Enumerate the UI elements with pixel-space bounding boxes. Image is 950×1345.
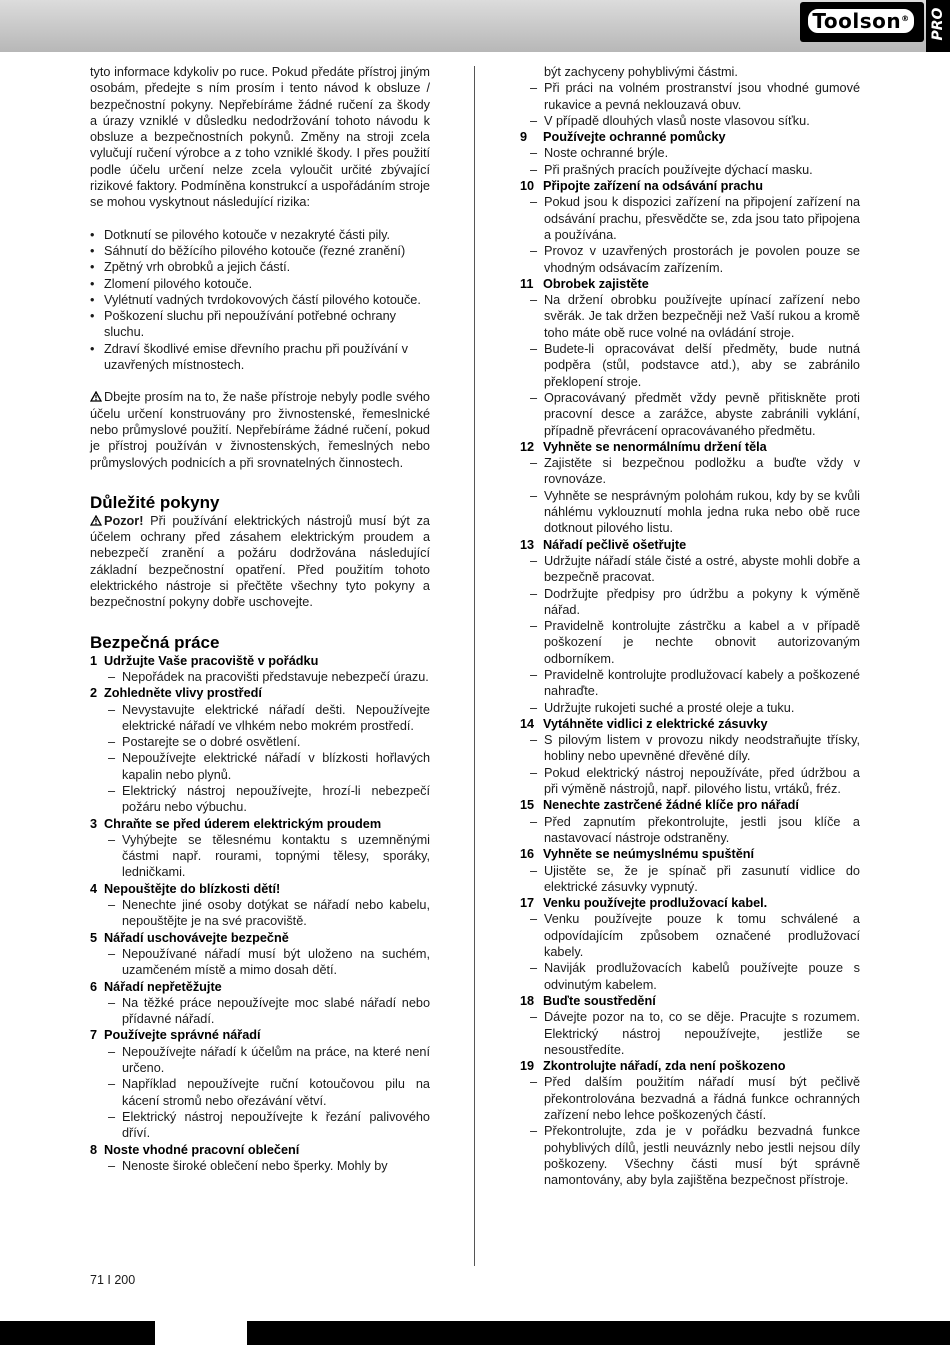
- section-item-text: Na držení obrobku používejte upínací zařízení nebo svěrák. Je tak držen bezpečněji než Vaší rukou a kromě toho máte obě ruce volné na ovládání stroje.: [544, 293, 860, 340]
- section-title: Používejte správné nářadí: [104, 1028, 261, 1043]
- risk-list: [90, 227, 430, 374]
- section-heading: [90, 979, 430, 995]
- section-item: [520, 863, 860, 896]
- section-title: Nářadí nepřetěžujte: [104, 979, 222, 994]
- dash-marker: –: [108, 669, 116, 684]
- dash-marker: –: [108, 1109, 116, 1124]
- continued-item: [520, 80, 860, 113]
- section-item-text: Pokud elektrický nástroj nepoužíváte, před údržbou a při výměně nástrojů, např. pilového listu, vrtáků, fréz.: [544, 765, 860, 797]
- section-item: [90, 832, 430, 881]
- dash-marker: –: [108, 783, 116, 798]
- section-item: [520, 194, 860, 243]
- dash-marker: –: [530, 1124, 538, 1139]
- section-number: 10: [520, 179, 535, 194]
- section-heading: [90, 1142, 430, 1158]
- section-item-text: Nepoužívejte nářadí k účelům na práce, na které není určeno.: [122, 1044, 430, 1076]
- section-heading: [520, 716, 860, 732]
- section-item-text: Opracovávaný předmět vždy pevně přitiskněte proti pracovní desce a zarážce, abyste zabránili vyklání, případně převrácení opracovávaného předmětu.: [544, 390, 860, 438]
- section-item-text: Nepořádek na pracovišti představuje nebezpečí úrazu.: [122, 669, 429, 684]
- section-item: [520, 765, 860, 798]
- page-header: [0, 0, 950, 52]
- dash-marker: –: [530, 113, 538, 128]
- registered-mark: ®: [901, 14, 910, 23]
- section-item-text: Noste ochranné brýle.: [544, 146, 669, 161]
- dash-marker: –: [108, 1044, 116, 1059]
- bottom-bar-gap: [155, 1321, 247, 1345]
- risk-text: Poškození sluchu při nepoužívání potřebné ochrany sluchu.: [104, 309, 396, 340]
- section-title: Používejte ochranné pomůcky: [543, 130, 726, 145]
- section-heading: [520, 178, 860, 194]
- section-item: [90, 750, 430, 783]
- section-number: 14: [520, 716, 535, 731]
- risk-text: Zdraví škodlivé emise dřevního prachu při používání v uzavřených místnostech.: [104, 341, 408, 373]
- section-item-text: Elektrický nástroj nepoužívejte, hrozí-li nebezpečí požáru nebo výbuchu.: [122, 783, 430, 815]
- section-item: [520, 911, 860, 960]
- spacer: [90, 611, 430, 631]
- important-text: Při používání elektrických nástrojů musí být za účelem ochrany před zásahem elektrickým proudem a nebezpečí zranění a požáru dodržována následující základní bezpečnostní opatření. Před použitím tohoto elektrického nástroje si přečtěte všechny tyto pokyny a bezpečnostní pokyny dobře uschovejte.: [90, 513, 430, 610]
- dash-marker: –: [530, 390, 538, 405]
- right-sections: [520, 129, 860, 1188]
- brand-name: Toolson: [812, 9, 902, 33]
- section-item-text: Vyhněte se nesprávným polohám rukou, kdy by se kvůli náhlému vyklouznutí mohla jedna ruka nebo obě ruce dotknout pilového listu.: [544, 488, 860, 536]
- dash-marker: –: [530, 456, 538, 471]
- section-heading: [520, 846, 860, 862]
- dash-marker: –: [108, 735, 116, 750]
- risk-item: [90, 259, 430, 275]
- section-title: Buďte soustředění: [543, 993, 656, 1008]
- section-item: [520, 814, 860, 847]
- bullet-marker: •: [90, 341, 95, 356]
- section-item: [520, 145, 860, 161]
- section-title: Noste vhodné pracovní oblečení: [104, 1142, 300, 1157]
- important-paragraph: [90, 513, 430, 611]
- dash-marker: –: [108, 995, 116, 1010]
- dash-marker: –: [530, 146, 538, 161]
- dash-marker: –: [530, 342, 538, 357]
- section-item: [90, 783, 430, 816]
- dash-marker: –: [108, 1077, 116, 1092]
- section-item: [520, 488, 860, 537]
- section-item: [520, 618, 860, 667]
- section-title: Nepouštějte do blízkosti dětí!: [104, 881, 281, 896]
- risk-text: Sáhnutí do běžícího pilového kotouče (řezné zranění): [104, 243, 406, 258]
- dash-marker: –: [108, 751, 116, 766]
- section-heading: [520, 797, 860, 813]
- spacer: [90, 471, 430, 491]
- dash-marker: –: [108, 832, 116, 847]
- section-heading: [520, 439, 860, 455]
- section-number: 5: [90, 930, 98, 945]
- pro-tab: [926, 0, 950, 52]
- section-number: 3: [90, 816, 98, 831]
- section-item-text: Naviják prodlužovacích kabelů používejte pouze s odvinutým kabelem.: [544, 961, 860, 992]
- important-heading: Důležité pokyny: [90, 492, 220, 512]
- section-item: [90, 669, 430, 685]
- section-item: [520, 390, 860, 439]
- section-item-text: Nepoužívané nářadí musí být uloženo na suchém, uzamčeném místě a mimo dosah dětí.: [122, 946, 430, 978]
- section-item: [90, 734, 430, 750]
- dash-marker: –: [530, 619, 538, 634]
- dash-marker: –: [530, 293, 538, 308]
- section-title: Vyhněte se neúmyslnému spuštění: [543, 847, 755, 862]
- section-number: 1: [90, 653, 98, 668]
- section-item: [520, 960, 860, 993]
- section-item-text: Vyhýbejte se tělesnému kontaktu s uzemněnými částmi např. rourami, topnými tělesy, sporáky, ledničkami.: [122, 832, 430, 880]
- section-number: 9: [520, 130, 528, 145]
- section-item-text: Dodržujte předpisy pro údržbu a pokyny k výměně nářad.: [544, 586, 860, 617]
- section-item: [520, 667, 860, 700]
- dash-marker: –: [530, 1075, 538, 1090]
- section-item-text: Elektrický nástroj nepoužívejte k řezání palivového dříví.: [122, 1109, 430, 1141]
- dash-marker: –: [530, 81, 538, 96]
- bullet-marker: •: [90, 309, 95, 324]
- section-item: [90, 1158, 430, 1174]
- dash-marker: –: [530, 733, 538, 748]
- section-heading: [90, 685, 430, 701]
- dash-marker: –: [530, 244, 538, 259]
- spacer: [90, 373, 430, 389]
- bullet-marker: •: [90, 227, 95, 242]
- continued-item-text: V případě dlouhých vlasů noste vlasovou síťku.: [544, 113, 810, 128]
- section-heading: [90, 816, 430, 832]
- left-sections: [90, 653, 430, 1175]
- section-heading: [90, 881, 430, 897]
- section-item: [520, 243, 860, 276]
- section-item-text: Udržujte rukojeti suché a prosté oleje a tuku.: [544, 700, 795, 715]
- section-number: 4: [90, 881, 98, 896]
- dash-marker: –: [530, 814, 538, 829]
- risk-item: [90, 308, 430, 341]
- section-heading: [520, 1058, 860, 1074]
- section-item: [520, 586, 860, 619]
- dash-marker: –: [530, 162, 538, 177]
- dash-marker: –: [108, 898, 116, 913]
- section-number: 8: [90, 1142, 98, 1157]
- section-title: Vyhněte se nenormálnímu držení těla: [543, 439, 767, 454]
- section-number: 13: [520, 537, 535, 552]
- section-item: [520, 1074, 860, 1123]
- section-item: [520, 732, 860, 765]
- bullet-marker: •: [90, 260, 95, 275]
- dash-marker: –: [530, 765, 538, 780]
- section-item-text: Udržujte nářadí stále čisté a ostré, abyste mohli dobře a bezpečně pracovat.: [544, 553, 860, 585]
- section-item-text: Nenoste široké oblečení nebo šperky. Mohly by: [122, 1158, 388, 1173]
- column-divider: [474, 66, 475, 1266]
- dash-marker: –: [530, 1010, 538, 1025]
- section-item-text: S pilovým listem v provozu nikdy neodstraňujte třísky, hobliny nebo upevněné dřevěné díly.: [544, 733, 860, 764]
- left-column: [90, 64, 430, 1174]
- section-item-text: Například nepoužívejte ruční kotoučovou pilu na kácení stromů nebo ořezávání větví.: [122, 1077, 430, 1108]
- section-title: Zohledněte vlivy prostředí: [104, 686, 262, 701]
- section-title: Vytáhněte vidlici z elektrické zásuvky: [543, 716, 768, 731]
- section-heading: [90, 1027, 430, 1043]
- section-title: Venku používejte prodlužovací kabel.: [543, 896, 768, 911]
- section-item-text: Nevystavujte elektrické nářadí dešti. Nepoužívejte elektrické nářadí ve vlhkém nebo mokrém prostředí.: [122, 702, 430, 733]
- section-heading: [520, 276, 860, 292]
- section-number: 19: [520, 1059, 535, 1074]
- risk-text: Zpětný vrh obrobků a jejich částí.: [104, 260, 291, 275]
- bullet-marker: •: [90, 243, 95, 258]
- section-title: Udržujte Vaše pracoviště v pořádku: [104, 653, 319, 668]
- dash-marker: –: [530, 912, 538, 927]
- spacer: [90, 211, 430, 227]
- section-title: Obrobek zajistěte: [543, 276, 649, 291]
- risk-item: [90, 243, 430, 259]
- section-item-text: Ujistěte se, že je spínač při zasunutí vidlice do elektrické zásuvky vypnutý.: [544, 863, 860, 894]
- section-number: 16: [520, 847, 535, 862]
- risk-item: [90, 276, 430, 292]
- risk-text: Vylétnutí vadných tvrdokovových částí pilového kotouče.: [104, 292, 421, 307]
- section-number: 17: [520, 896, 535, 911]
- section-item: [90, 1044, 430, 1077]
- section-item: [520, 341, 860, 390]
- section-heading: [520, 129, 860, 145]
- section-number: 11: [520, 276, 534, 291]
- dash-marker: –: [530, 488, 538, 503]
- right-column: [520, 64, 860, 1188]
- section-item: [90, 946, 430, 979]
- section-title: Zkontrolujte nářadí, zda není poškozeno: [543, 1059, 786, 1074]
- section-item-text: Venku používejte pouze k tomu schválené a odpovídajícím způsobem označené prodlužovací kabely.: [544, 912, 860, 960]
- risk-text: Dotknutí se pilového kotouče v nezakryté části pily.: [104, 227, 391, 242]
- section-number: 7: [90, 1028, 98, 1043]
- section-title: Nářadí pečlivě ošetřujte: [543, 537, 687, 552]
- section-item: [520, 1123, 860, 1188]
- section-item-text: Před zapnutím překontrolujte, jestli jsou klíče a nastavovací nástroje odstraněny.: [544, 814, 860, 845]
- section-item: [90, 897, 430, 930]
- important-label: Pozor!: [104, 513, 144, 528]
- section-item-text: Pravidelně kontrolujte prodlužovací kabely a poškozené nahraďte.: [544, 667, 860, 699]
- section-item-text: Dávejte pozor na to, co se děje. Pracujte s rozumem. Elektrický nástroj nepoužívejte, jestliže se nesoustředíte.: [544, 1010, 860, 1057]
- dash-marker: –: [530, 586, 538, 601]
- section-number: 18: [520, 993, 535, 1008]
- dash-marker: –: [108, 946, 116, 961]
- section-item-text: Při prašných pracích používejte dýchací masku.: [544, 162, 813, 177]
- section-title: Připojte zařízení na odsávání prachu: [543, 179, 763, 194]
- section-heading: [520, 895, 860, 911]
- section-item: [520, 292, 860, 341]
- section-item-text: Pravidelně kontrolujte zástrčku a kabel a v případě poškození je nechte obnovit autorizovaným odborníkem.: [544, 619, 860, 666]
- warning-paragraph: [90, 389, 430, 470]
- intro-paragraph: tyto informace kdykoliv po ruce. Pokud předáte přístroj jiným osobám, předejte s ním prosím i tento návod k obsluze / bezpečnostní pokyny. Nepřebíráme žádné ručení za škody a úrazy vzniklé v důsledku nedodržování tohoto návodu k obsluze a bezpečnostních pokynů. Změny na stroji zcela vylučují ručení výrobce a z toho vzniklé škody. I přes použití podle účelu určení nelze zcela vyloučit určité zbývající rizikové faktory. Podmíněna konstrukcí a uspořádáním stroje se mohou vyskytnout následující rizika:: [90, 65, 430, 210]
- section-number: 2: [90, 686, 98, 701]
- section-item: [90, 995, 430, 1028]
- section-item-text: Zajistěte si bezpečnou podložku a buďte vždy v rovnováze.: [544, 456, 860, 487]
- dash-marker: –: [108, 702, 116, 717]
- brand-logo-inner: [806, 7, 916, 35]
- section-item-text: Nepoužívejte elektrické nářadí v blízkosti hořlavých kapalin nebo plynů.: [122, 751, 430, 782]
- section-heading: [90, 930, 430, 946]
- page-number: 71 I 200: [90, 1273, 136, 1287]
- section-number: 12: [520, 439, 535, 454]
- section-heading: [520, 993, 860, 1009]
- risk-item: [90, 227, 430, 243]
- continued-item: [520, 113, 860, 129]
- section-item: [520, 700, 860, 716]
- section-title: Nářadí uschovávejte bezpečně: [104, 930, 289, 945]
- warning-triangle-icon: [90, 391, 102, 402]
- section-item: [520, 162, 860, 178]
- section-item-text: Před dalším použitím nářadí musí být pečlivě překontrolována bezvadná a řádná funkce ochranných zařízení nebo lehce poškozených částí.: [544, 1075, 860, 1122]
- section-item-text: Provoz v uzavřených prostorách je povolen pouze se vhodným odsávacím zařízením.: [544, 244, 860, 275]
- continued-line: být zachyceny pohyblivými částmi.: [544, 65, 738, 79]
- continued-item-text: Při práci na volném prostranství jsou vhodné gumové rukavice a pevná neklouzavá obuv.: [544, 81, 860, 112]
- risk-item: [90, 341, 430, 374]
- section-item: [90, 702, 430, 735]
- brand-logo: [800, 2, 924, 42]
- section-item-text: Překontrolujte, zda je v pořádku bezvadná funkce pohyblivých dílů, jestli neuváznly nebo jestli nejsou díly poškozeny. Všechny části musí být správně namontovány, aby byla zajištěna bezpečnost přístroje.: [544, 1124, 860, 1188]
- dash-marker: –: [530, 667, 538, 682]
- section-item: [520, 455, 860, 488]
- section-title: Chraňte se před úderem elektrickým proudem: [104, 816, 382, 831]
- section-item: [520, 553, 860, 586]
- section-item-text: Postarejte se o dobré osvětlení.: [122, 735, 301, 750]
- pro-label: PRO: [930, 7, 946, 41]
- section-title: Nenechte zastrčené žádné klíče pro nářadí: [543, 798, 799, 813]
- bottom-bar: [0, 1321, 950, 1345]
- section-number: 6: [90, 979, 98, 994]
- section-item: [90, 1109, 430, 1142]
- continued-item: [520, 64, 860, 80]
- risk-text: Zlomení pilového kotouče.: [104, 276, 253, 291]
- warning-triangle-icon: [90, 515, 102, 526]
- section-number: 15: [520, 798, 535, 813]
- warning-text: Dbejte prosím na to, že naše přístroje nebyly podle svého účelu určení konstruovány pro živnostenské, řemeslnické nebo průmyslové použití. Nepřebíráme žádné ručení, pokud je přístroj používán v živnostenských, řemeslných nebo průmyslových podnicích a při srovnatelných činnostech.: [90, 390, 430, 470]
- bullet-marker: •: [90, 292, 95, 307]
- section-heading: [90, 653, 430, 669]
- dash-marker: –: [530, 700, 538, 715]
- section-item: [520, 1009, 860, 1058]
- section-item: [90, 1076, 430, 1109]
- dash-marker: –: [530, 553, 538, 568]
- safe-work-heading: Bezpečná práce: [90, 632, 220, 652]
- dash-marker: –: [530, 863, 538, 878]
- section-item-text: Budete-li opracovávat delší předměty, bude nutná podpěra (stůl, podstavce atd.), aby se zabránilo překlopení stroje.: [544, 342, 860, 389]
- bullet-marker: •: [90, 276, 95, 291]
- dash-marker: –: [530, 195, 538, 210]
- continued-items: [520, 80, 860, 129]
- risk-item: [90, 292, 430, 308]
- dash-marker: –: [530, 961, 538, 976]
- section-item-text: Na těžké práce nepoužívejte moc slabé nářadí nebo přídavné nářadí.: [122, 995, 430, 1027]
- dash-marker: –: [108, 1158, 116, 1173]
- section-item-text: Pokud jsou k dispozici zařízení na připojení zařízení na odsávání prachu, přesvědčte se, zda jsou tato připojena a používána.: [544, 195, 860, 242]
- section-item-text: Nenechte jiné osoby dotýkat se nářadí nebo kabelu, nepouštějte je na své pracoviště.: [122, 898, 430, 929]
- section-heading: [520, 537, 860, 553]
